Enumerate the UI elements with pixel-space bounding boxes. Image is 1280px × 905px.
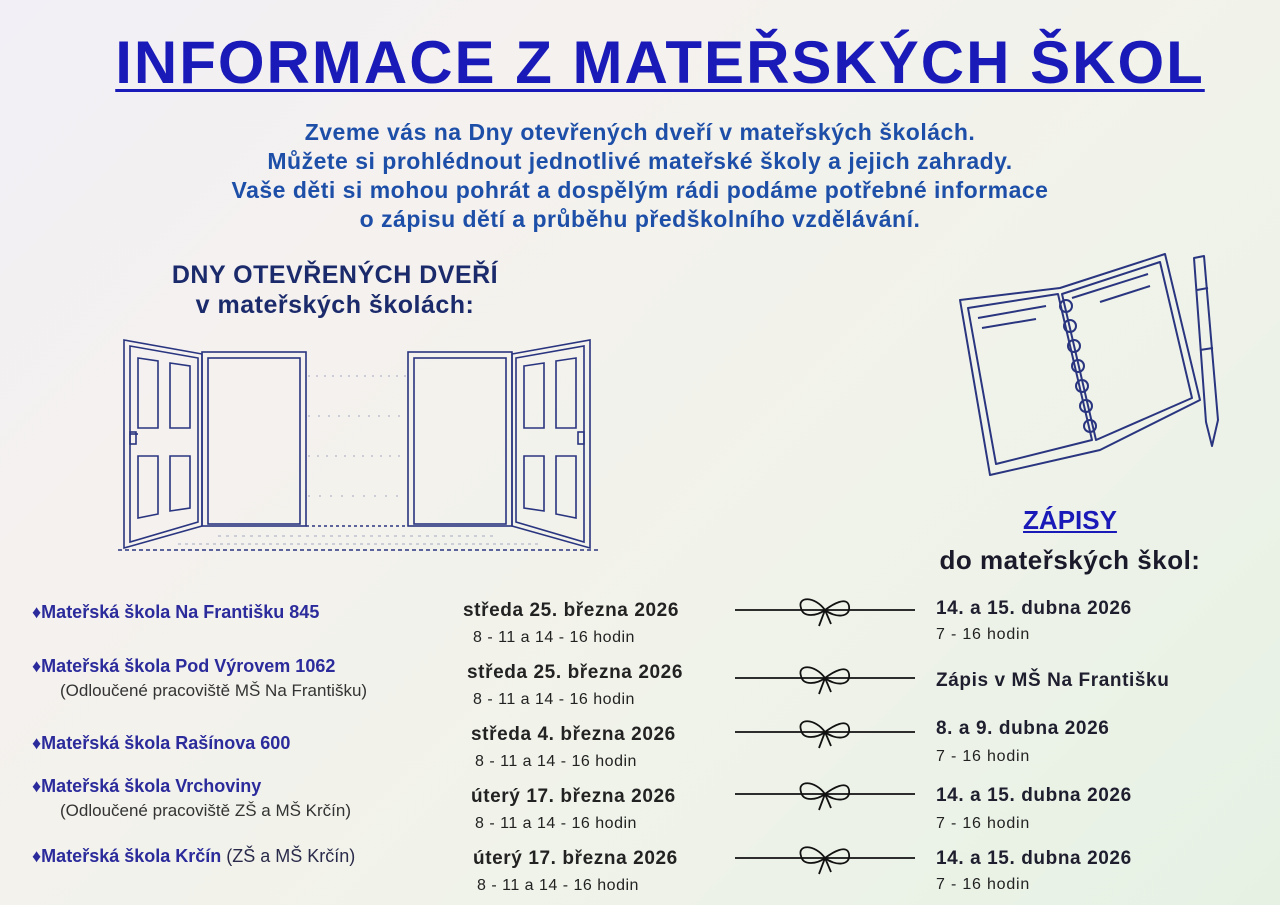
intro-text <box>0 118 1280 234</box>
school-note: (Odloučené pracoviště ZŠ a MŠ Krčín) <box>60 801 352 820</box>
open-day: středa 4. března 2026 8 - 11 a 14 - 16 hodin <box>471 724 676 770</box>
enrollment: Zápis v MŠ Na Františku <box>936 670 1170 691</box>
open-day: úterý 17. března 2026 8 - 11 a 14 - 16 hodin <box>473 848 678 894</box>
school-name: ♦Mateřská škola Vrchoviny <box>32 776 262 796</box>
enrollment: 14. a 15. dubna 2026 7 - 16 hodin <box>936 848 1132 893</box>
open-days-heading: DNY OTEVŘENÝCH DVEŘÍ v mateřských školách: <box>171 261 499 319</box>
school-name: ♦Mateřská škola Na Františku 845 <box>32 602 320 622</box>
open-day: středa 25. března 2026 8 - 11 a 14 - 16 hodin <box>463 600 679 646</box>
page-title: INFORMACE Z MATEŘSKÝCH ŠKOL <box>115 29 1205 96</box>
enrollment: 8. a 9. dubna 2026 7 - 16 hodin <box>936 718 1110 765</box>
school-note: (Odloučené pracoviště MŠ Na Františku) <box>60 681 368 700</box>
list-item <box>32 733 462 754</box>
enrollment: 14. a 15. dubna 2026 7 - 16 hodin <box>936 785 1132 832</box>
intro-line: Vaše děti si mohou pohrát a dospělým rádi podáme potřebné informace <box>231 177 1049 203</box>
intro-line: Zveme vás na Dny otevřených dveří v mateřských školách. <box>304 119 976 145</box>
ribbon-bow-icon <box>735 592 915 628</box>
ribbon-bow-icon <box>735 840 915 876</box>
open-day: úterý 17. března 2026 8 - 11 a 14 - 16 hodin <box>471 786 676 832</box>
intro-line: o zápisu dětí a průběhu předškolního vzdělávání. <box>359 206 921 232</box>
enrollment: 14. a 15. dubna 2026 7 - 16 hodin <box>936 598 1132 643</box>
school-name: ♦Mateřská škola Rašínova 600 <box>32 733 291 753</box>
ribbon-bow-icon <box>735 776 915 812</box>
school-name: ♦Mateřská škola Krčín (ZŠ a MŠ Krčín) <box>32 846 356 866</box>
notebook-pen-icon <box>950 250 1225 480</box>
ribbon-bow-icon <box>735 714 915 750</box>
ribbon-bow-icon <box>735 660 915 696</box>
list-item <box>32 656 462 701</box>
list-item <box>32 776 462 821</box>
school-name: ♦Mateřská škola Pod Výrovem 1062 <box>32 656 336 676</box>
list-item <box>32 846 462 867</box>
open-day: středa 25. března 2026 8 - 11 a 14 - 16 hodin <box>467 662 683 708</box>
list-item <box>32 602 462 623</box>
enrollment-heading: ZÁPISY do mateřských škol: <box>939 505 1201 575</box>
intro-line: Můžete si prohlédnout jednotlivé mateřské školy a jejich zahrady. <box>267 148 1013 174</box>
open-doors-icon <box>118 336 598 558</box>
